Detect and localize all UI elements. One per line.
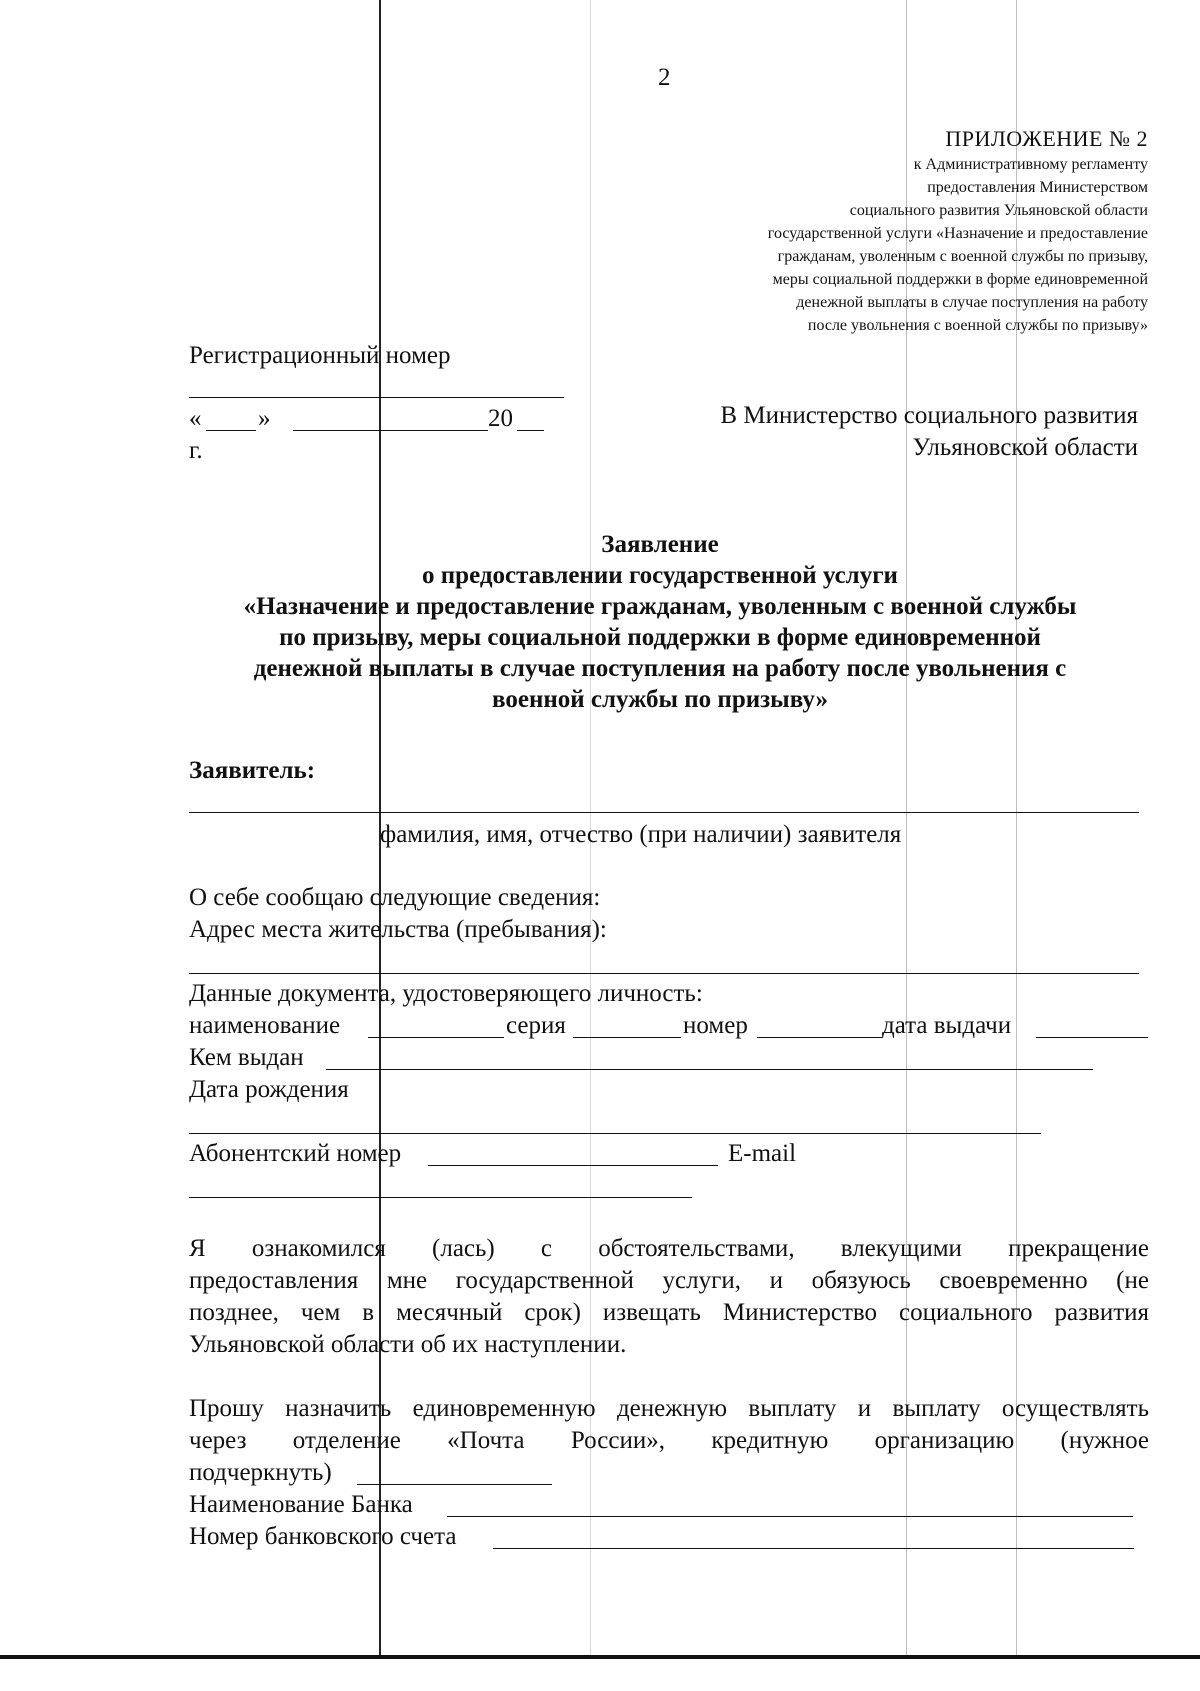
appendix-line: денежной выплаты в случае поступления на работу: [796, 294, 1148, 311]
appendix-line: социального развития Ульяновской области: [849, 202, 1148, 219]
appendix-line: государственной услуги «Назначение и предоставление: [767, 225, 1148, 242]
phone-label: Абонентский номер: [189, 1140, 402, 1167]
id-number-label: номер: [683, 1012, 748, 1039]
applicant-label: Заявитель:: [189, 757, 316, 784]
id-issue-date-label: дата выдачи: [882, 1012, 1012, 1039]
phone-field[interactable]: [428, 1165, 718, 1166]
bank-name-field[interactable]: [447, 1516, 1133, 1517]
id-name-field[interactable]: [368, 1037, 504, 1038]
address-field[interactable]: [189, 973, 1139, 974]
page-number: 2: [658, 64, 671, 91]
id-name-label: наименование: [189, 1012, 341, 1039]
addressee-block: [720, 400, 1138, 464]
heading-line: «Назначение и предоставление гражданам, уволенным с военной службы: [243, 593, 1077, 620]
date-year-field[interactable]: [517, 430, 544, 431]
payment-line: через отделение «Почта России», кредитную организацию (нужное: [189, 1427, 1149, 1454]
registration-number-field[interactable]: [189, 397, 564, 398]
payment-line: Прошу назначить единовременную денежную выплату и выплату осуществлять: [189, 1395, 1149, 1422]
id-document-label: Данные документа, удостоверяющего личность:: [189, 980, 703, 1007]
bank-account-field[interactable]: [493, 1548, 1134, 1549]
payment-method-field[interactable]: [357, 1484, 552, 1485]
appendix-title: ПРИЛОЖЕНИЕ № 2: [945, 126, 1148, 151]
scan-bottom-edge: [0, 1655, 1200, 1659]
acknowledgement-line: предоставления мне государственной услуги, и обязуюсь своевременно (не: [189, 1267, 1149, 1294]
appendix-line: предоставления Министерством: [927, 179, 1148, 196]
acknowledgement-line: позднее, чем в месячный срок) извещать Министерство социального развития: [189, 1299, 1149, 1326]
date-day-field[interactable]: [206, 430, 256, 431]
birth-date-field[interactable]: [189, 1133, 1041, 1134]
id-issue-date-field[interactable]: [1036, 1037, 1148, 1038]
heading-line: денежной выплаты в случае поступления на работу после увольнения с: [253, 655, 1067, 682]
heading-line: военной службы по призыву»: [492, 686, 828, 713]
appendix-line: к Административному регламенту: [913, 156, 1148, 173]
acknowledgement-line: Ульяновской области об их наступлении.: [189, 1331, 627, 1358]
issued-by-label: Кем выдан: [189, 1044, 304, 1071]
heading-line: о предоставлении государственной услуги: [422, 562, 898, 589]
acknowledgement-line: Я ознакомился (лась) с обстоятельствами, влекущими прекращение: [189, 1235, 1149, 1262]
appendix-line: меры социальной поддержки в форме единовременной: [772, 271, 1148, 288]
registration-label: Регистрационный номер: [189, 342, 451, 369]
bank-account-label: Номер банковского счета: [189, 1523, 457, 1550]
id-series-field[interactable]: [573, 1037, 681, 1038]
address-label: Адрес места жительства (пребывания):: [189, 916, 607, 943]
applicant-caption: фамилия, имя, отчество (при наличии) заявителя: [380, 821, 902, 848]
id-series-label: серия: [506, 1012, 566, 1039]
id-number-field[interactable]: [757, 1037, 882, 1038]
appendix-block: [768, 125, 1148, 337]
applicant-name-field[interactable]: [189, 812, 1139, 813]
document-heading: [180, 529, 1140, 715]
birth-date-label: Дата рождения: [189, 1076, 349, 1103]
appendix-line: гражданам, уволенным с военной службы по призыву,: [777, 248, 1148, 265]
issued-by-field[interactable]: [326, 1069, 1093, 1070]
appendix-line: после увольнения с военной службы по призыву»: [807, 317, 1148, 334]
email-field[interactable]: [189, 1197, 692, 1198]
addressee-line: Ульяновской области: [912, 434, 1138, 461]
date-year-prefix: 20: [488, 405, 513, 432]
payment-line: подчеркнуть): [189, 1459, 332, 1486]
date-month-field[interactable]: [293, 430, 488, 431]
info-intro: О себе сообщаю следующие сведения:: [189, 884, 601, 911]
date-year-suffix: г.: [189, 437, 203, 464]
date-open-quote: «: [189, 405, 202, 432]
bank-name-label: Наименование Банка: [189, 1491, 413, 1518]
date-close-quote: »: [258, 405, 271, 432]
heading-line: Заявление: [601, 531, 719, 558]
heading-line: по призыву, меры социальной поддержки в форме единовременной: [279, 624, 1041, 651]
email-label: E-mail: [728, 1140, 797, 1167]
addressee-line: В Министерство социального развития: [720, 402, 1138, 429]
